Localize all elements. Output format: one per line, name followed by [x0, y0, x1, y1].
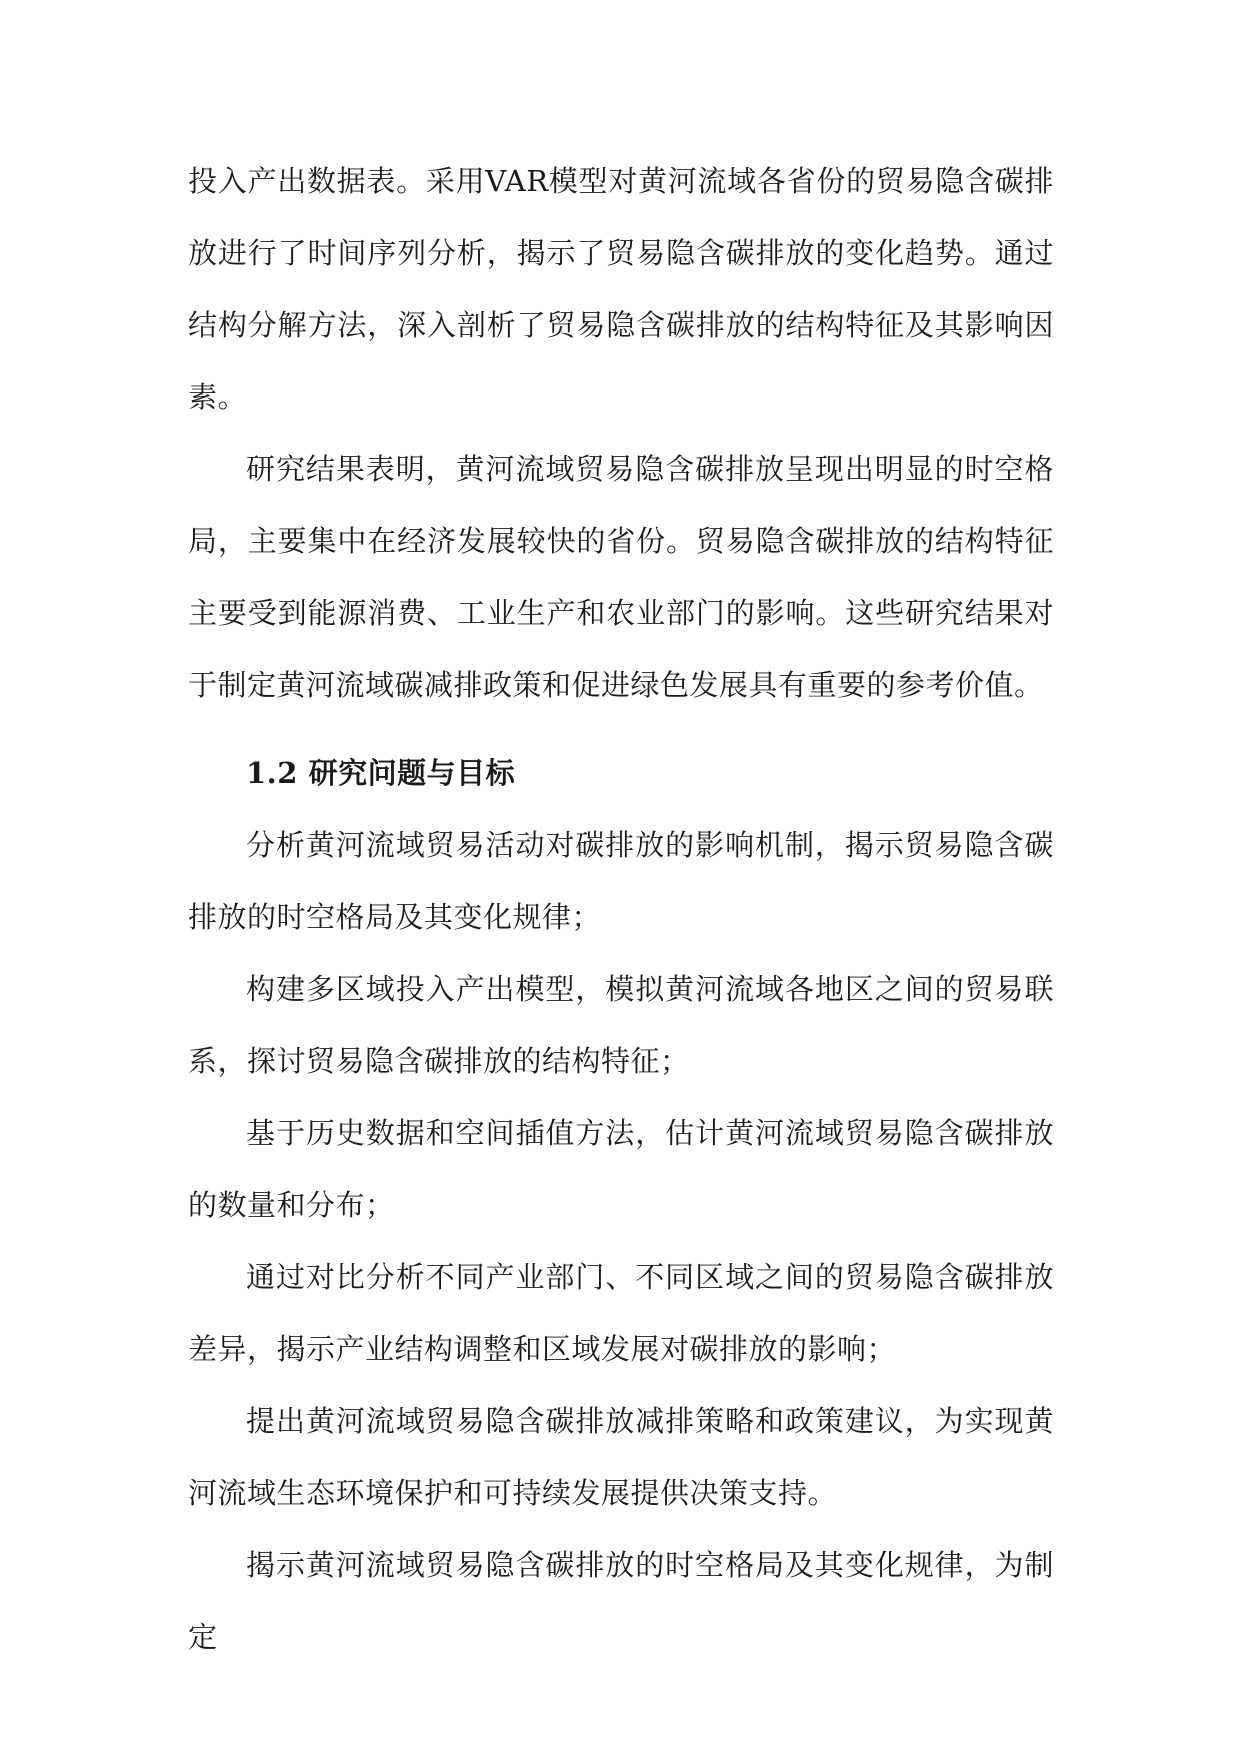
objective-paragraph: 构建多区域投入产出模型，模拟黄河流域各地区之间的贸易联系，探讨贸易隐含碳排放的结构特征；	[188, 972, 1054, 1078]
objective-paragraph: 揭示黄河流域贸易隐含碳排放的时空格局及其变化规律，为制定	[188, 1548, 1054, 1654]
section-heading	[188, 737, 1054, 809]
objective-paragraph: 基于历史数据和空间插值方法，估计黄河流域贸易隐含碳排放的数量和分布；	[188, 1116, 1054, 1222]
results-paragraph: 研究结果表明，黄河流域贸易隐含碳排放呈现出明显的时空格局，主要集中在经济发展较快的省份。贸易隐含碳排放的结构特征主要受到能源消费、工业生产和农业部门的影响。这些研究结果对于制定黄河流域碳减排政策和促进绿色发展具有重要的参考价值。	[188, 452, 1054, 702]
objective-paragraph: 分析黄河流域贸易活动对碳排放的影响机制，揭示贸易隐含碳排放的时空格局及其变化规律；	[188, 828, 1054, 934]
section-title: 研究问题与目标	[308, 756, 516, 790]
page-content	[188, 145, 1054, 1673]
objective-paragraph: 提出黄河流域贸易隐含碳排放减排策略和政策建议，为实现黄河流域生态环境保护和可持续发展提供决策支持。	[188, 1404, 1054, 1510]
section-number: 1.2	[246, 756, 298, 790]
continued-paragraph: 投入产出数据表。采用VAR模型对黄河流域各省份的贸易隐含碳排放进行了时间序列分析，揭示了贸易隐含碳排放的变化趋势。通过结构分解方法，深入剖析了贸易隐含碳排放的结构特征及其影响因素。	[188, 164, 1054, 414]
objective-paragraph: 通过对比分析不同产业部门、不同区域之间的贸易隐含碳排放差异，揭示产业结构调整和区域发展对碳排放的影响；	[188, 1260, 1054, 1366]
